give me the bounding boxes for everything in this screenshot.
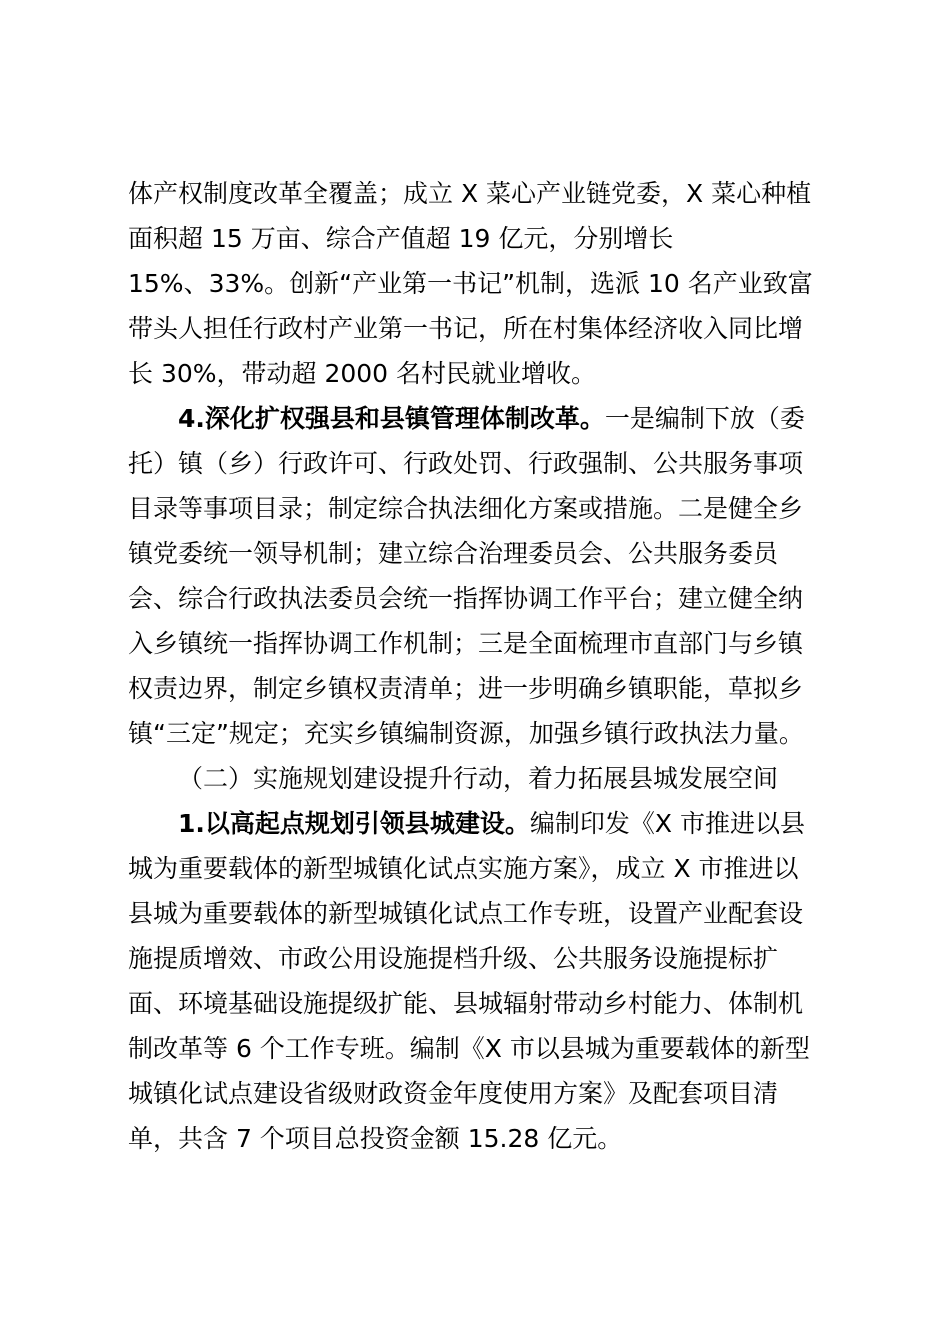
section-1-intro: 编制印发《X 市推进以县 <box>529 809 805 838</box>
section-1-first-line <box>178 801 828 846</box>
paragraph-line: 城镇化试点建设省级财政资金年度使用方案》及配套项目清 <box>128 1079 779 1108</box>
paragraph-line: 15%、33%。创新“产业第一书记”机制，选派 10 名产业致富 <box>128 269 813 298</box>
paragraph-line: 权责边界，制定乡镇权责清单；进一步明确乡镇职能，草拟乡 <box>128 674 804 703</box>
section-4-intro: 一是编制下放（委 <box>604 404 805 433</box>
paragraph-line: 会、综合行政执法委员会统一指挥协调工作平台；建立健全纳 <box>128 584 804 613</box>
paragraph-line: 镇党委统一领导机制；建立综合治理委员会、公共服务委员 <box>128 539 779 568</box>
paragraph-line: 托）镇（乡）行政许可、行政处罚、行政强制、公共服务事项 <box>128 449 804 478</box>
section-1-heading: 1.以高起点规划引领县城建设。 <box>178 809 530 838</box>
paragraph-line: 单，共含 7 个项目总投资金额 15.28 亿元。 <box>128 1124 623 1153</box>
paragraph-line: 面、环境基础设施提级扩能、县城辐射带动乡村能力、体制机 <box>128 989 804 1018</box>
paragraph-line: 入乡镇统一指挥协调工作机制；三是全面梳理市直部门与乡镇 <box>128 629 804 658</box>
paragraph-line: 面积超 15 万亩、综合产值超 19 亿元，分别增长 <box>128 224 674 253</box>
paragraph-line: 带头人担任行政村产业第一书记，所在村集体经济收入同比增 <box>128 314 804 343</box>
section-two-title: （二）实施规划建设提升行动，着力拓展县城发展空间 <box>178 764 779 793</box>
paragraph-line: 目录等事项目录；制定综合执法细化方案或措施。二是健全乡 <box>128 494 804 523</box>
paragraph-line: 制改革等 6 个工作专班。编制《X 市以县城为重要载体的新型 <box>128 1034 810 1063</box>
paragraph-line: 镇“三定”规定；充实乡镇编制资源，加强乡镇行政执法力量。 <box>128 719 804 748</box>
section-4-heading: 4.深化扩权强县和县镇管理体制改革。 <box>178 404 605 433</box>
paragraph-line: 县城为重要载体的新型城镇化试点工作专班，设置产业配套设 <box>128 899 804 928</box>
section-4-first-line <box>178 396 828 441</box>
paragraph-line: 体产权制度改革全覆盖；成立 X 菜心产业链党委，X 菜心种植 <box>128 179 812 208</box>
paragraph-line: 城为重要载体的新型城镇化试点实施方案》，成立 X 市推进以 <box>128 854 799 883</box>
paragraph-line: 长 30%，带动超 2000 名村民就业增收。 <box>128 359 597 388</box>
paragraph-line: 施提质增效、市政公用设施提档升级、公共服务设施提标扩 <box>128 944 779 973</box>
